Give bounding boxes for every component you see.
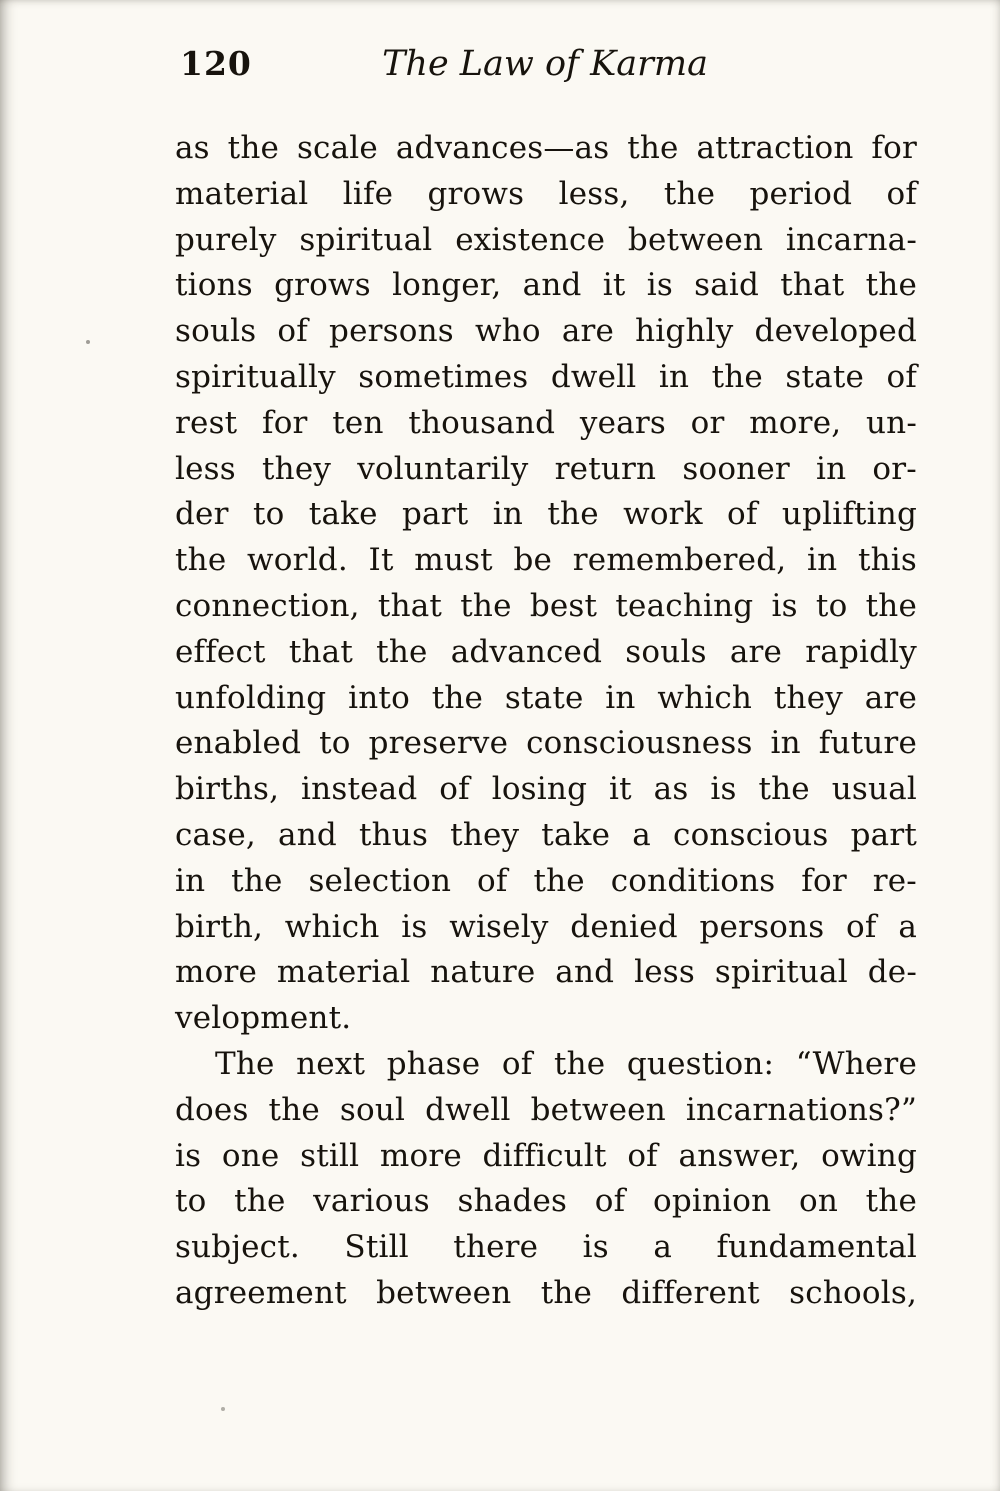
- text-line: unfolding into the state in which they are: [175, 679, 917, 716]
- text-line: enabled to preserve consciousness in future: [175, 725, 917, 762]
- text-line: births, instead of losing it as is the usual: [175, 771, 917, 808]
- text-line: more material nature and less spiritual de-: [175, 954, 917, 991]
- paragraph: [175, 1042, 917, 1317]
- text-line: agreement between the different schools,: [175, 1274, 917, 1311]
- text-line: as the scale advances—as the attraction for: [175, 130, 917, 166]
- text-line: tions grows longer, and it is said that the: [175, 267, 917, 304]
- text-line: souls of persons who are highly developed: [175, 313, 917, 350]
- text-line: The next phase of the question: “Where: [215, 1045, 917, 1082]
- page-header: [175, 44, 915, 96]
- text-line: velopment.: [175, 1000, 352, 1037]
- text-line: the world. It must be remembered, in this: [175, 542, 917, 579]
- text-line: case, and thus they take a conscious part: [175, 816, 917, 853]
- text-body: [175, 126, 917, 1317]
- text-line: birth, which is wisely denied persons of a: [175, 908, 917, 945]
- text-line: effect that the advanced souls are rapidly: [175, 633, 917, 670]
- text-line: in the selection of the conditions for re-: [175, 862, 917, 899]
- text-line: subject. Still there is a fundamental: [175, 1229, 917, 1266]
- text-line: purely spiritual existence between incarna-: [175, 221, 917, 258]
- text-line: spiritually sometimes dwell in the state of: [175, 358, 917, 395]
- scan-speck: [86, 340, 90, 344]
- text-line: to the various shades of opinion on the: [175, 1183, 917, 1220]
- text-line: der to take part in the work of uplifting: [175, 496, 917, 533]
- text-line: rest for ten thousand years or more, un-: [175, 404, 917, 441]
- page-number: 120: [180, 44, 252, 83]
- text-line: is one still more difficult of answer, owing: [175, 1137, 917, 1174]
- running-title: The Law of Karma: [382, 44, 708, 84]
- text-line: does the soul dwell between incarnations?”: [175, 1091, 917, 1128]
- scan-speck: [221, 1407, 225, 1411]
- paragraph: [175, 126, 917, 1042]
- text-line: less they voluntarily return sooner in or-: [175, 450, 917, 487]
- text-line: connection, that the best teaching is to the: [175, 587, 917, 624]
- text-line: material life grows less, the period of: [175, 175, 917, 212]
